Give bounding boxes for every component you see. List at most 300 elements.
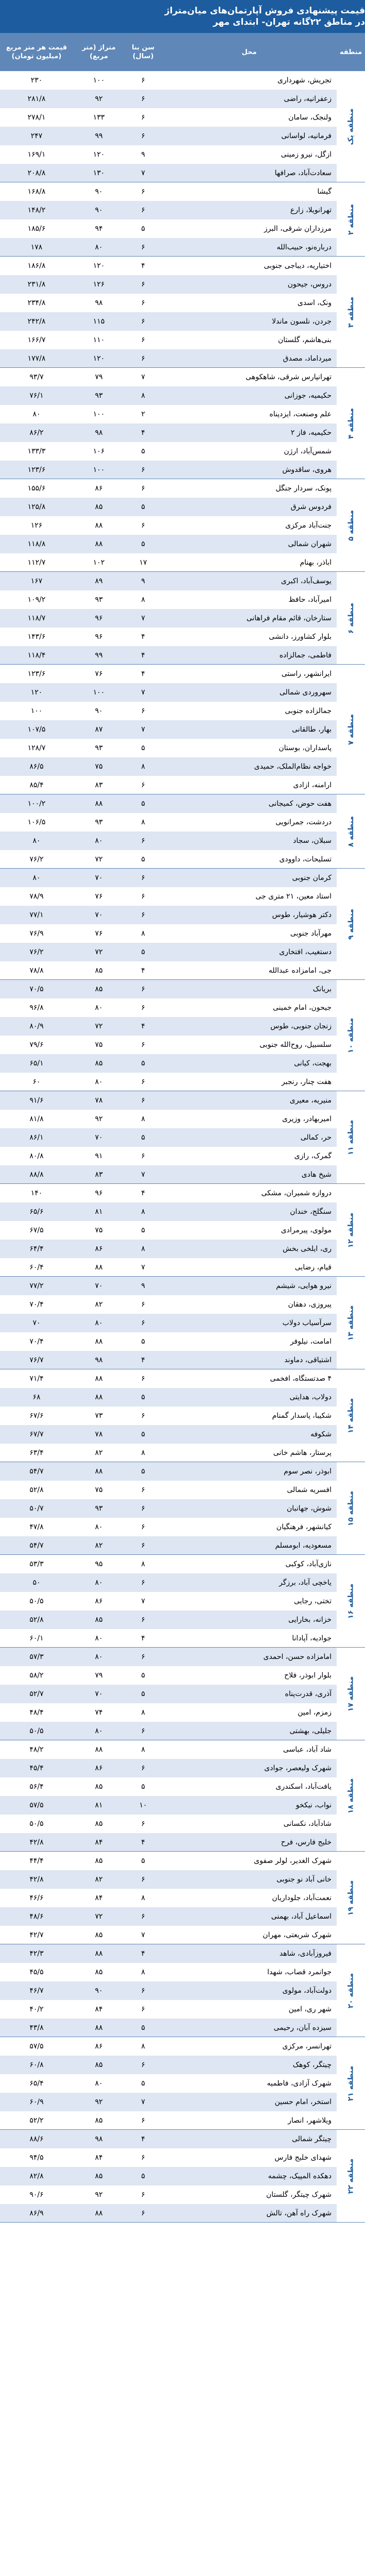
cell-building-age: ۵ bbox=[141, 1430, 145, 1438]
cell-price-per-meter: ۱۲۳/۶ bbox=[27, 466, 46, 474]
table-row bbox=[0, 1388, 365, 1406]
table-row bbox=[0, 590, 365, 609]
cell-building-age: ۶ bbox=[141, 299, 145, 307]
region-label-cell bbox=[337, 182, 365, 257]
cell-building-age: ۵ bbox=[141, 503, 145, 511]
cell-building-age: ۶ bbox=[141, 484, 145, 493]
cell-place: استخر، امام حسین bbox=[274, 2098, 332, 2106]
cell-price-per-meter: ۵۷/۵ bbox=[29, 1801, 44, 1809]
cell-building-age: ۸ bbox=[141, 2042, 145, 2050]
cell-price-per-meter: ۸۵/۴ bbox=[29, 781, 44, 789]
cell-price-per-meter: ۵۶/۴ bbox=[29, 1783, 44, 1791]
cell-place: تهرانسر، مرکزی bbox=[282, 2042, 332, 2050]
cell-price-per-meter: ۷۶/۹ bbox=[29, 929, 44, 938]
cell-area: ۷۶ bbox=[95, 892, 103, 901]
cell-price-per-meter: ۶۸ bbox=[32, 1393, 41, 1401]
cell-price-per-meter: ۱۴۰ bbox=[30, 1189, 43, 1197]
cell-place: بنی‌هاشم، گلستان bbox=[277, 336, 332, 344]
cell-price-per-meter: ۶۷/۶ bbox=[29, 1412, 44, 1420]
cell-place: بلوار کشاورز، دانشی bbox=[269, 633, 332, 641]
table-row bbox=[0, 2000, 365, 2019]
cell-price-per-meter: ۱۷۸ bbox=[30, 243, 43, 251]
title-line-1: قیمت پیشنهادی فروش آپارتمان‌های میان‌متراژ bbox=[164, 6, 365, 16]
cell-building-age: ۸ bbox=[141, 929, 145, 938]
region-label-cell bbox=[337, 665, 365, 794]
cell-place: درباره‌نو، حبیب‌الله bbox=[276, 243, 332, 251]
cell-building-age: ۶ bbox=[141, 874, 145, 882]
cell-price-per-meter: ۸۱/۸ bbox=[29, 1115, 44, 1123]
table-row bbox=[0, 1870, 365, 1889]
table-row bbox=[0, 386, 365, 405]
cell-building-age: ۶ bbox=[141, 1504, 145, 1513]
cell-place: ونک، اسدی bbox=[297, 299, 332, 307]
region-label: منطقه ۸ bbox=[346, 816, 355, 847]
table-row bbox=[0, 850, 365, 869]
cell-place: دهکده المپیک، چشمه bbox=[268, 2172, 332, 2180]
cell-price-per-meter: ۷۹/۶ bbox=[29, 1041, 44, 1049]
cell-price-per-meter: ۷۷/۲ bbox=[29, 1282, 44, 1290]
cell-building-age: ۸ bbox=[141, 1968, 145, 1976]
cell-price-per-meter: ۲۷۸/۱ bbox=[27, 113, 46, 122]
cell-place: شادآباد، نکسانی bbox=[283, 1820, 332, 1828]
table-row bbox=[0, 1815, 365, 1833]
region-label-cell bbox=[337, 257, 365, 368]
cell-place: جوانمرد قصاب، شهدا bbox=[267, 1968, 332, 1976]
table-row bbox=[0, 757, 365, 776]
cell-area: ۸۵ bbox=[95, 2116, 103, 2125]
region-label: منطقه ۲۱ bbox=[346, 2065, 355, 2101]
table-row bbox=[0, 2204, 365, 2223]
cell-building-age: ۵ bbox=[141, 948, 145, 956]
cell-place: کیانشهر، فرهنگیان bbox=[276, 1523, 332, 1531]
cell-building-age: ۵ bbox=[141, 447, 145, 455]
cell-price-per-meter: ۸۶/۲ bbox=[29, 429, 44, 437]
cell-place: پیروزی، دهقان bbox=[288, 1300, 332, 1309]
cell-building-age: ۴ bbox=[141, 1838, 145, 1846]
cell-place: دستغیب، افتخاری bbox=[279, 948, 332, 956]
table-row bbox=[0, 887, 365, 906]
table-row bbox=[0, 479, 365, 498]
region-label-cell bbox=[337, 1555, 365, 1648]
cell-area: ۷۰ bbox=[95, 1282, 103, 1290]
cell-area: ۸۳ bbox=[95, 1171, 103, 1179]
cell-area: ۸۳ bbox=[95, 781, 103, 789]
cell-price-per-meter: ۸۰ bbox=[32, 837, 41, 845]
cell-place: تجریش، شهرداری bbox=[277, 76, 332, 84]
table-row bbox=[0, 1425, 365, 1444]
table-row bbox=[0, 219, 365, 238]
cell-area: ۹۳ bbox=[95, 744, 103, 752]
cell-price-per-meter: ۵۰/۵ bbox=[29, 1820, 44, 1828]
region-label: منطقه ۷ bbox=[346, 714, 355, 745]
cell-area: ۸۲ bbox=[95, 1541, 103, 1550]
cell-price-per-meter: ۹۶/۸ bbox=[29, 1004, 44, 1012]
table-row bbox=[0, 2185, 365, 2204]
cell-place: زمزم، امین bbox=[298, 1708, 332, 1717]
cell-price-per-meter: ۶۵/۴ bbox=[29, 2079, 44, 2088]
cell-area: ۸۵ bbox=[95, 2172, 103, 2180]
cell-price-per-meter: ۲۳۴/۸ bbox=[27, 299, 46, 307]
cell-building-age: ۵ bbox=[141, 1467, 145, 1476]
table-row bbox=[0, 1611, 365, 1629]
region-label-cell bbox=[337, 479, 365, 572]
cell-area: ۸۸ bbox=[95, 1263, 103, 1272]
cell-building-age: ۷ bbox=[141, 1931, 145, 1939]
header-region: منطقه bbox=[339, 48, 362, 56]
cell-building-age: ۴ bbox=[141, 1950, 145, 1958]
cell-place: شهرک راه آهن، تالش bbox=[266, 2209, 332, 2217]
cell-building-age: ۶ bbox=[141, 1616, 145, 1624]
cell-place: شکوفه bbox=[310, 1430, 332, 1438]
table-row bbox=[0, 516, 365, 535]
cell-area: ۷۹ bbox=[95, 1671, 103, 1680]
cell-building-age: ۴ bbox=[141, 967, 145, 975]
cell-area: ۸۰ bbox=[95, 1653, 103, 1661]
cell-building-age: ۶ bbox=[141, 837, 145, 845]
table-row bbox=[0, 1184, 365, 1202]
cell-price-per-meter: ۸۰/۹ bbox=[29, 1022, 44, 1030]
table-row bbox=[0, 869, 365, 887]
cell-building-age: ۴ bbox=[141, 2135, 145, 2143]
table-row bbox=[0, 1295, 365, 1314]
cell-building-age: ۵ bbox=[141, 2172, 145, 2180]
table-row bbox=[0, 924, 365, 943]
table-row bbox=[0, 1165, 365, 1184]
table-row bbox=[0, 1592, 365, 1611]
cell-place: شاد آباد، عباسی bbox=[283, 1745, 332, 1754]
cell-area: ۹۶ bbox=[95, 1189, 103, 1197]
table-row bbox=[0, 405, 365, 423]
cell-place: حکیمیه، جوزانی bbox=[284, 392, 332, 400]
cell-place: جنت‌آباد مرکزی bbox=[285, 521, 332, 530]
cell-place: دروس، جیحون bbox=[287, 280, 332, 289]
cell-area: ۹۹ bbox=[95, 651, 103, 659]
cell-price-per-meter: ۱۱۸/۸ bbox=[27, 540, 46, 548]
cell-building-age: ۴ bbox=[141, 633, 145, 641]
table-row bbox=[0, 1332, 365, 1351]
cell-place: هفت حوض، کمیجانی bbox=[268, 800, 332, 808]
region-label-cell bbox=[337, 1648, 365, 1740]
cell-area: ۷۵ bbox=[95, 1486, 103, 1494]
cell-area: ۹۰ bbox=[95, 1987, 103, 1995]
table-row bbox=[0, 294, 365, 312]
cell-building-age: ۵ bbox=[141, 800, 145, 808]
cell-price-per-meter: ۱۲۰ bbox=[30, 688, 43, 697]
cell-price-per-meter: ۱۲۶ bbox=[30, 521, 43, 530]
region-label-cell bbox=[337, 572, 365, 665]
table-row bbox=[0, 961, 365, 980]
cell-building-age: ۶ bbox=[141, 1875, 145, 1884]
cell-area: ۹۸ bbox=[95, 299, 103, 307]
table-row bbox=[0, 980, 365, 998]
cell-place: جردن، نلسون ماندلا bbox=[272, 317, 332, 326]
table-header bbox=[0, 33, 365, 71]
table-row bbox=[0, 312, 365, 331]
cell-building-age: ۶ bbox=[141, 1541, 145, 1550]
table-row bbox=[0, 553, 365, 572]
cell-area: ۸۵ bbox=[95, 503, 103, 511]
cell-area: ۸۸ bbox=[95, 800, 103, 808]
cell-building-age: ۹ bbox=[141, 150, 145, 159]
cell-price-per-meter: ۶۰/۸ bbox=[29, 2061, 44, 2069]
cell-area: ۸۶ bbox=[95, 1245, 103, 1253]
table-row bbox=[0, 1648, 365, 1666]
cell-building-age: ۶ bbox=[141, 2061, 145, 2069]
cell-area: ۱۳۳ bbox=[93, 113, 105, 122]
cell-price-per-meter: ۹۱/۶ bbox=[29, 1096, 44, 1105]
cell-building-age: ۶ bbox=[141, 1727, 145, 1735]
cell-price-per-meter: ۸۶/۹ bbox=[29, 2209, 44, 2217]
cell-price-per-meter: ۷۶/۷ bbox=[29, 1356, 44, 1364]
cell-price-per-meter: ۷۸/۹ bbox=[29, 892, 44, 901]
cell-building-age: ۸ bbox=[141, 1894, 145, 1902]
cell-place: ۴ صدتستگاه، افخمی bbox=[270, 1375, 332, 1383]
cell-area: ۸۰ bbox=[95, 1078, 103, 1086]
cell-building-age: ۵ bbox=[141, 2024, 145, 2032]
cell-place: جلیلی، بهشتی bbox=[289, 1727, 332, 1735]
cell-price-per-meter: ۵۰ bbox=[32, 1579, 41, 1587]
cell-place: شهرک آزادی، فاطمیه bbox=[267, 2079, 332, 2088]
cell-building-age: ۷ bbox=[141, 2098, 145, 2106]
cell-price-per-meter: ۸۲/۸ bbox=[29, 2172, 44, 2180]
cell-building-age: ۶ bbox=[141, 113, 145, 122]
cell-place: امیربهادر، وزیری bbox=[282, 1115, 332, 1123]
cell-building-age: ۴ bbox=[141, 651, 145, 659]
table-row bbox=[0, 1221, 365, 1240]
cell-area: ۸۸ bbox=[95, 1950, 103, 1958]
cell-place: خانی آباد نو جنوبی bbox=[276, 1875, 332, 1884]
cell-price-per-meter: ۱۵۵/۶ bbox=[27, 484, 46, 493]
cell-area: ۸۸ bbox=[95, 1375, 103, 1383]
table-row bbox=[0, 2130, 365, 2148]
table-row bbox=[0, 331, 365, 349]
cell-price-per-meter: ۴۲/۸ bbox=[29, 1838, 44, 1846]
cell-area: ۹۳ bbox=[95, 1504, 103, 1513]
table-row bbox=[0, 1536, 365, 1555]
region-label-cell bbox=[337, 2130, 365, 2223]
table-row bbox=[0, 1462, 365, 1481]
table-row bbox=[0, 2019, 365, 2037]
cell-area: ۱۰۰ bbox=[93, 76, 105, 84]
table-row bbox=[0, 145, 365, 164]
cell-price-per-meter: ۷۱/۴ bbox=[29, 1375, 44, 1383]
cell-building-age: ۶ bbox=[141, 1078, 145, 1086]
cell-area: ۸۴ bbox=[95, 2154, 103, 2162]
cell-place: هروی، ساقدوش bbox=[282, 466, 332, 474]
cell-place: زنجان جنوبی، طوس bbox=[270, 1022, 332, 1030]
cell-building-age: ۶ bbox=[141, 985, 145, 993]
cell-price-per-meter: ۱۰۶/۵ bbox=[27, 818, 46, 826]
table-row bbox=[0, 1833, 365, 1852]
table-row bbox=[0, 2056, 365, 2074]
cell-place: حکیمیه، فاز ۲ bbox=[290, 429, 332, 437]
cell-place: جی، امامزاده عبدالله bbox=[268, 967, 332, 975]
cell-place: دولاب، هدایتی bbox=[289, 1393, 332, 1401]
cell-building-age: ۶ bbox=[141, 206, 145, 214]
cell-area: ۸۴ bbox=[95, 2005, 103, 2013]
cell-area: ۸۵ bbox=[95, 985, 103, 993]
cell-price-per-meter: ۱۰۹/۲ bbox=[27, 596, 46, 604]
cell-place: سنگلج، خندان bbox=[290, 1208, 332, 1216]
cell-building-age: ۴ bbox=[141, 429, 145, 437]
cell-building-age: ۶ bbox=[141, 1764, 145, 1772]
cell-building-age: ۷ bbox=[141, 1263, 145, 1272]
cell-price-per-meter: ۱۶۹/۱ bbox=[27, 150, 46, 159]
cell-place: سرآسیاب دولاب bbox=[282, 1319, 332, 1327]
table-row bbox=[0, 535, 365, 553]
cell-area: ۹۶ bbox=[95, 614, 103, 622]
cell-area: ۹۸ bbox=[95, 2135, 103, 2143]
cell-area: ۹۲ bbox=[95, 2191, 103, 2199]
region-label-cell bbox=[337, 368, 365, 479]
cell-place: اختیاریه، دیباجی جنوبی bbox=[264, 262, 332, 270]
table-row bbox=[0, 461, 365, 479]
cell-price-per-meter: ۴۸/۴ bbox=[29, 1708, 44, 1717]
cell-price-per-meter: ۱۱۲/۷ bbox=[27, 558, 46, 567]
cell-area: ۱۲۰ bbox=[93, 354, 105, 363]
table-row bbox=[0, 1796, 365, 1815]
cell-area: ۹۲ bbox=[95, 1115, 103, 1123]
cell-area: ۱۰۰ bbox=[93, 410, 105, 418]
region-label: منطقه ۱۷ bbox=[346, 1676, 355, 1711]
cell-building-age: ۸ bbox=[141, 1708, 145, 1717]
cell-building-age: ۱۰ bbox=[139, 1801, 147, 1809]
cell-area: ۷۸ bbox=[95, 1430, 103, 1438]
cell-building-age: ۶ bbox=[141, 1912, 145, 1921]
cell-price-per-meter: ۱۲۳/۶ bbox=[27, 670, 46, 678]
cell-building-age: ۸ bbox=[141, 818, 145, 826]
region-divider bbox=[0, 2222, 337, 2223]
cell-area: ۸۸ bbox=[95, 540, 103, 548]
cell-price-per-meter: ۵۰/۷ bbox=[29, 1504, 44, 1513]
cell-building-age: ۶ bbox=[141, 1486, 145, 1494]
cell-area: ۸۰ bbox=[95, 1727, 103, 1735]
cell-area: ۸۹ bbox=[95, 577, 103, 585]
cell-place: اسماعیل آباد، بهمنی bbox=[271, 1912, 332, 1921]
cell-place: چیتگر شمالی bbox=[291, 2135, 332, 2143]
cell-building-age: ۹ bbox=[141, 1282, 145, 1290]
table-row bbox=[0, 1444, 365, 1462]
table-row bbox=[0, 1907, 365, 1926]
cell-building-age: ۶ bbox=[141, 707, 145, 715]
cell-place: بریانک bbox=[312, 985, 332, 993]
header-price-per-meter: قیمت هر متر مربع (میلیون تومان) bbox=[6, 44, 67, 60]
cell-area: ۸۵ bbox=[95, 967, 103, 975]
cell-area: ۸۱ bbox=[95, 1208, 103, 1216]
cell-area: ۹۱ bbox=[95, 1152, 103, 1160]
region-label-cell bbox=[337, 980, 365, 1091]
table-row bbox=[0, 1406, 365, 1425]
cell-building-age: ۸ bbox=[141, 762, 145, 771]
table-row bbox=[0, 1963, 365, 1981]
cell-price-per-meter: ۴۵/۴ bbox=[29, 1764, 44, 1772]
cell-place: گیشا bbox=[317, 188, 332, 196]
cell-place: کرمان جنوبی bbox=[292, 874, 332, 882]
cell-place: هفت چنار، رنجبر bbox=[281, 1078, 332, 1086]
cell-price-per-meter: ۸۰ bbox=[32, 874, 41, 882]
cell-price-per-meter: ۸۰/۸ bbox=[29, 1152, 44, 1160]
region-label-cell bbox=[337, 1852, 365, 1944]
table-row bbox=[0, 1258, 365, 1277]
cell-area: ۸۵ bbox=[95, 1857, 103, 1865]
cell-price-per-meter: ۴۲/۳ bbox=[29, 1950, 44, 1958]
table-row bbox=[0, 1685, 365, 1703]
cell-price-per-meter: ۴۵/۵ bbox=[29, 1968, 44, 1976]
cell-place: بهار، طالقانی bbox=[292, 725, 332, 734]
cell-place: جیحون، امام خمینی bbox=[272, 1004, 332, 1012]
table-row bbox=[0, 1852, 365, 1870]
header-place: محل bbox=[241, 48, 257, 56]
cell-price-per-meter: ۴۳/۸ bbox=[29, 2024, 44, 2032]
cell-area: ۷۸ bbox=[95, 1096, 103, 1105]
cell-place: سعادت‌آباد، صرافها bbox=[274, 169, 332, 177]
cell-area: ۱۳۰ bbox=[93, 169, 105, 177]
cell-price-per-meter: ۲۳۰ bbox=[30, 76, 43, 84]
cell-place: بهجت، کیانی bbox=[294, 1059, 332, 1067]
cell-place: ازگل، نیرو زمینی bbox=[281, 150, 332, 159]
cell-building-age: ۹ bbox=[141, 577, 145, 585]
table-row bbox=[0, 1740, 365, 1759]
table-row bbox=[0, 776, 365, 794]
table-row bbox=[0, 368, 365, 386]
cell-price-per-meter: ۴۸/۶ bbox=[29, 1912, 44, 1921]
cell-area: ۹۴ bbox=[95, 225, 103, 233]
cell-building-age: ۷ bbox=[141, 169, 145, 177]
cell-area: ۸۲ bbox=[95, 1449, 103, 1457]
cell-place: پونک، سردار جنگل bbox=[275, 484, 332, 493]
cell-building-age: ۵ bbox=[141, 1857, 145, 1865]
region-label-cell bbox=[337, 794, 365, 869]
table-row bbox=[0, 1091, 365, 1110]
cell-price-per-meter: ۴۲/۷ bbox=[29, 1931, 44, 1939]
cell-place: شهدای خلیج فارس bbox=[274, 2154, 332, 2162]
cell-place: شهرک ولیعصر، جوادی bbox=[264, 1764, 332, 1772]
region-label: منطقه ۶ bbox=[346, 602, 355, 634]
cell-place: امامت، نیلوفر bbox=[290, 1337, 332, 1346]
region-label-cell bbox=[337, 1740, 365, 1852]
cell-price-per-meter: ۶۰/۱ bbox=[29, 1634, 44, 1642]
region-label-cell bbox=[337, 2037, 365, 2130]
cell-place: سهروردی شمالی bbox=[279, 688, 332, 697]
cell-building-age: ۶ bbox=[141, 76, 145, 84]
cell-place: اشتیاقی، دماوند bbox=[284, 1356, 332, 1364]
table-row bbox=[0, 1110, 365, 1128]
cell-building-age: ۴ bbox=[141, 1634, 145, 1642]
title-line-2: در مناطق ۲۲گانه تهران- ابتدای مهر bbox=[213, 17, 365, 27]
cell-area: ۹۲ bbox=[95, 2098, 103, 2106]
table-title bbox=[0, 0, 365, 33]
cell-price-per-meter: ۵۳/۳ bbox=[29, 1560, 44, 1568]
cell-price-per-meter: ۴۶/۷ bbox=[29, 1987, 44, 1995]
table-row bbox=[0, 1128, 365, 1147]
cell-place: نازی‌آباد، کوکبی bbox=[285, 1560, 332, 1568]
cell-place: تختی، رجایی bbox=[293, 1597, 332, 1605]
cell-area: ۸۶ bbox=[95, 2042, 103, 2050]
cell-price-per-meter: ۸۸/۶ bbox=[29, 2135, 44, 2143]
cell-building-age: ۶ bbox=[141, 336, 145, 344]
cell-place: ری، ایلخی بخش bbox=[282, 1245, 332, 1253]
cell-building-age: ۶ bbox=[141, 892, 145, 901]
cell-building-age: ۸ bbox=[141, 1245, 145, 1253]
cell-area: ۸۶ bbox=[95, 1597, 103, 1605]
cell-area: ۸۸ bbox=[95, 521, 103, 530]
cell-area: ۷۴ bbox=[95, 1708, 103, 1717]
cell-area: ۸۸ bbox=[95, 2024, 103, 2032]
cell-area: ۹۳ bbox=[95, 818, 103, 826]
cell-building-age: ۸ bbox=[141, 1449, 145, 1457]
region-label-cell bbox=[337, 1091, 365, 1184]
cell-building-age: ۶ bbox=[141, 280, 145, 289]
